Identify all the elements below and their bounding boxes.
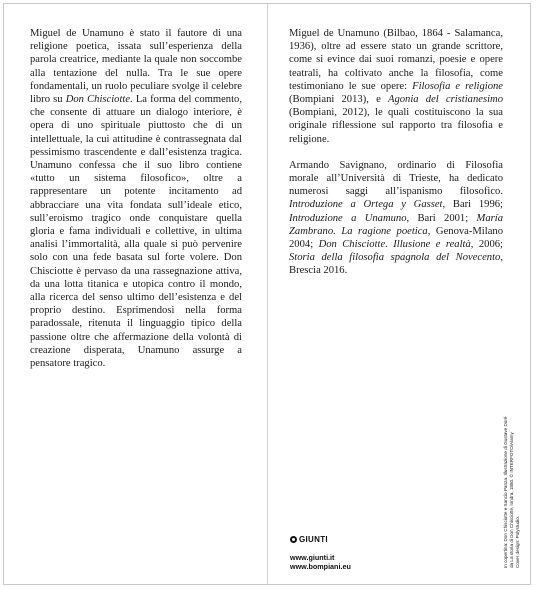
giunti-logo-icon: [290, 536, 297, 543]
publisher-logo: [290, 535, 328, 544]
synopsis-paragraph: Miguel de Unamuno è stato il fautore di una religione poetica, issata sull’esperienza della parola creatrice, mediante la quale non soccombe alla tentazione del nulla. Tra le sue opere fondamentali, un ruolo peculiare svolge il celebre libro su Don Chisciotte. La forma del commento, che consente di attuare un dialogo interiore, è opera di uno spirituale piuttosto che di un intellettuale, la cui attitudine è contrassegnata dal pessimismo trascendente e dall’esistenza tragica. Unamuno confessa che il suo libro contiene «tutto un sistema filosofico», oltre a rappresentare un potente incitamento ad abbracciare una vita fondata sull’ideale etico, sull’eroismo tragico onde conquistare quella gloria e fama individuali e collettive, in ultima analisi l’immortalità, alla quale si può pervenire solo con una fede basata sul forte volere. Don Chisciotte è pervaso da una rassegnazione attiva, da una lotta titanica e utopica contro il mondo, alla ricerca del senso ultimo dell’esistenza e del proprio destino. Esprimendosi nella forma paradossale, ritenuta il linguaggio tipico della passione oltre che affermazione della volontà di creazione disperata, Unamuno assurge a pensatore tragico.: [30, 28, 242, 370]
bompiani-site-link[interactable]: www.bompiani.eu: [290, 562, 351, 571]
flap-fold-line: [267, 3, 268, 585]
editor-bio: Armando Savignano, ordinario di Filosofia morale all’Università di Trieste, ha dedicato numerosi saggi all’ispanismo filosofico. Introduzione a Ortega y Gasset, Bari 1996; Introduzione a Unamuno, Bari 2001; María Zambrano. La ragione poetica, Genova-Milano 2004; Don Chisciotte. Illusione e realtà, 2006; Storia della filosofia spagnola del Novecento, Brescia 2016.: [289, 159, 503, 277]
synopsis-column: [30, 27, 242, 370]
credit-line: Cover design: Polystudio.: [515, 515, 520, 568]
book-title: Don Chisciotte: [65, 94, 131, 106]
credit-line: da La storia di Don Chisciotte, londra, 1880. © INTERFOTO/Alamy: [509, 432, 514, 568]
author-bio: Miguel de Unamuno (Bilbao, 1864 - Salamanca, 1936), oltre ad essere stato un grande scrittore, come si evince dai suoi romanzi, poesie e opere teatrali, ha coltivato anche la filosofia, come testimoniano le sue opere: Filosofia e religione (Bompiani 2013), e Agonia del cristianesimo (Bompiani, 2012), le quali costituiscono la sua originale riflessione sul rapporto tra filosofia e religione.: [289, 28, 503, 145]
cover-credits: [503, 390, 521, 568]
publisher-sites: [290, 553, 351, 571]
giunti-site-link[interactable]: www.giunti.it: [290, 553, 335, 562]
bio-column: [289, 27, 503, 278]
credit-line: In copertina: Don Chisciotte e Sancio Panza. Illustrazione di Gustave Doré: [503, 416, 508, 568]
publisher-logo-text: GIUNTI: [299, 535, 328, 544]
